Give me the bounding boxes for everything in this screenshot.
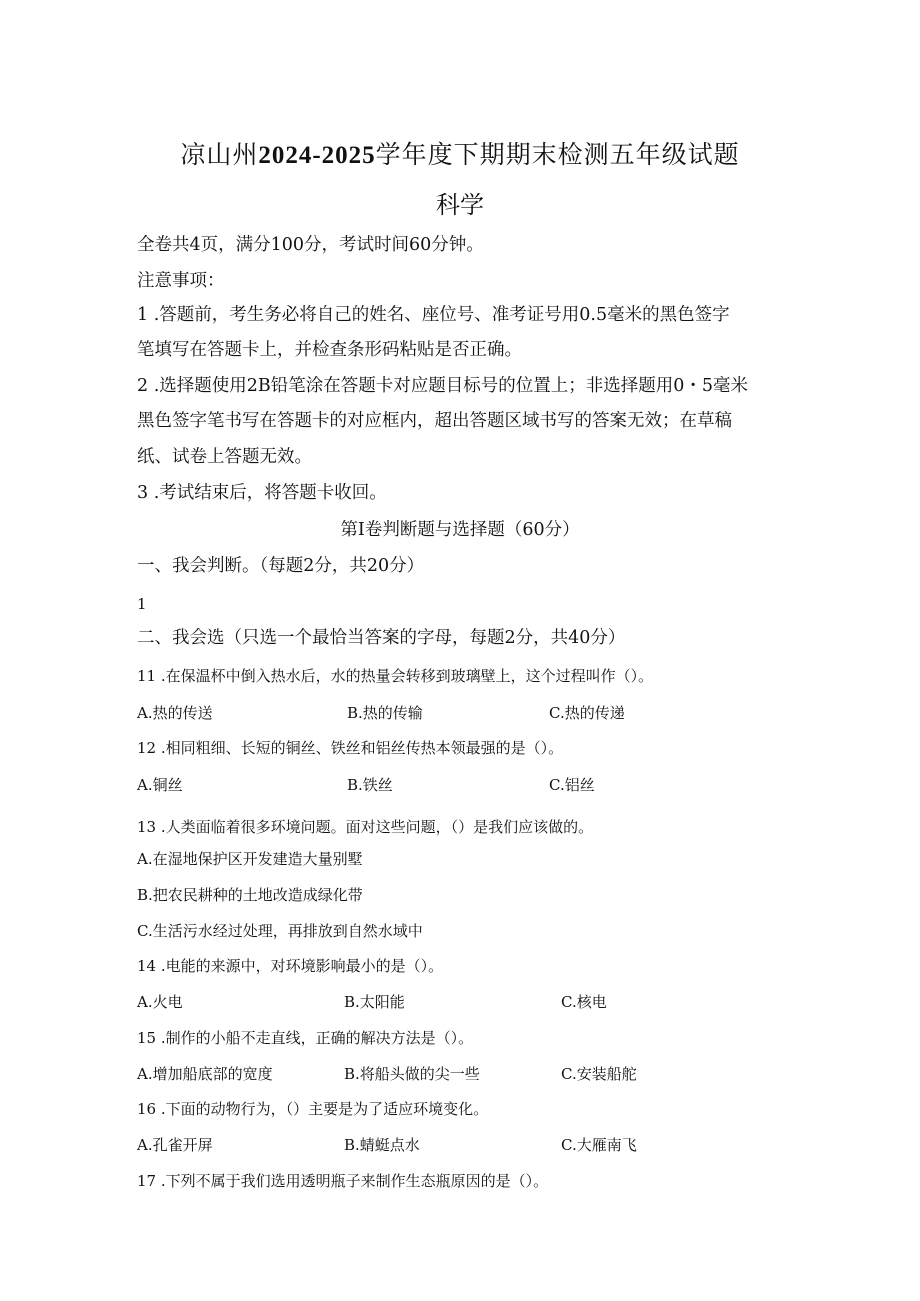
- note-3: 3 .考试结束后，将答题卡收回。: [137, 483, 387, 503]
- question-stem: 17 .下列不属于我们选用透明瓶子来制作生态瓶原因的是（）。: [137, 1172, 549, 1190]
- option-c: C.热的传递: [549, 704, 625, 722]
- option-b: B.热的传输: [347, 704, 423, 722]
- title-suffix: 学年度下期期末检测五年级试题: [375, 140, 740, 169]
- note-1-line-1: 1 .答题前，考生务必将自己的姓名、座位号、准考证号用0.5毫米的黑色签字: [137, 305, 730, 325]
- option-a: A.在湿地保护区开发建造大量别墅: [137, 850, 363, 868]
- option-a: A.孔雀开屏: [137, 1136, 213, 1154]
- question-stem: 16 .下面的动物行为，（）主要是为了适应环境变化。: [137, 1100, 489, 1118]
- note-2-line-1: 2 .选择题使用2B铅笔涂在答题卡对应题目标号的位置上；非选择题用0・5毫米: [137, 376, 749, 396]
- option-b: B.蜻蜓点水: [344, 1136, 420, 1154]
- option-c: C.安装船舵: [561, 1065, 637, 1083]
- note-2-line-2: 黑色签字笔书写在答题卡的对应框内，超出答题区域书写的答案无效；在草稿: [137, 411, 732, 431]
- option-c: C.铝丝: [549, 776, 595, 794]
- notes-heading: 注意事项：: [137, 271, 225, 291]
- option-a: A.火电: [137, 993, 183, 1011]
- question-stem: 15 .制作的小船不走直线，正确的解决方法是（）。: [137, 1029, 474, 1047]
- section-1-heading: 一、我会判断。（每题2分，共20分）: [137, 556, 425, 576]
- question-stem: 13 .人类面临着很多环境问题。面对这些问题，（）是我们应该做的。: [137, 818, 594, 836]
- option-a: A.热的传送: [137, 704, 213, 722]
- part-1-heading: 第I卷判断题与选择题（60分）: [340, 520, 580, 540]
- section-1-stray-number: 1: [137, 595, 147, 613]
- option-c: C.核电: [561, 993, 607, 1011]
- question-stem: 11 .在保温杯中倒入热水后，水的热量会转移到玻璃壁上，这个过程叫作（）。: [137, 667, 654, 685]
- option-a: A.增加船底部的宽度: [137, 1065, 273, 1083]
- option-c: C.大雁南飞: [561, 1136, 637, 1154]
- exam-title: [0, 142, 920, 168]
- option-c: C.生活污水经过处理，再排放到自然水域中: [137, 922, 423, 940]
- subject-title: 科学: [436, 191, 484, 219]
- title-prefix: 凉山州: [180, 140, 259, 169]
- question-stem: 14 .电能的来源中，对环境影响最小的是（）。: [137, 957, 444, 975]
- option-b: B.将船头做的尖一些: [344, 1065, 480, 1083]
- option-b: B.把农民耕种的土地改造成绿化带: [137, 886, 363, 904]
- option-a: A.铜丝: [137, 776, 183, 794]
- exam-summary: 全卷共4页，满分100分，考试时间60分钟。: [137, 235, 484, 255]
- option-b: B.铁丝: [347, 776, 393, 794]
- question-stem: 12 .相同粗细、长短的铜丝、铁丝和铝丝传热本领最强的是（）。: [137, 739, 564, 757]
- note-1-line-2: 笔填写在答题卡上，并检查条形码粘贴是否正确。: [137, 340, 522, 360]
- note-2-line-3: 纸、试卷上答题无效。: [137, 447, 312, 467]
- option-b: B.太阳能: [344, 993, 405, 1011]
- title-year: 2024-2025: [258, 142, 376, 169]
- section-2-heading: 二、我会选（只选一个最恰当答案的字母，每题2分，共40分）: [137, 628, 626, 648]
